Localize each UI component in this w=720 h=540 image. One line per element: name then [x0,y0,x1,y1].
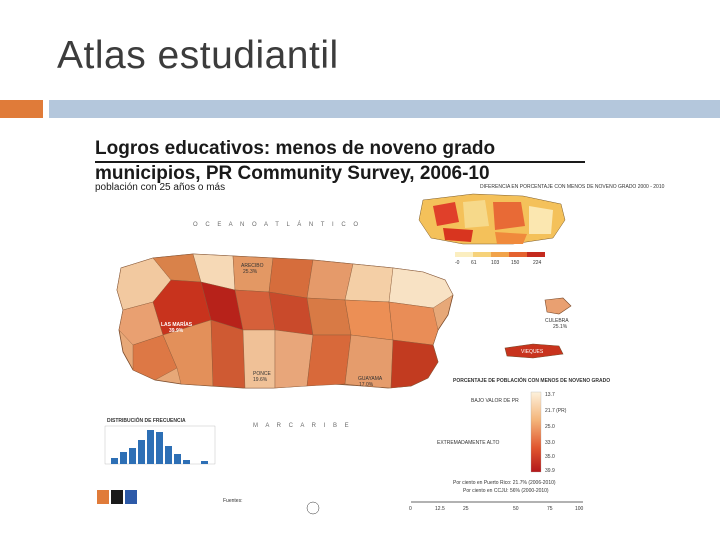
histogram-title: DISTRIBUCIÓN DE FRECUENCIA [107,418,186,424]
map-title-line1: Logros educativos: menos de noveno grado [95,138,585,163]
slide-title: Atlas estudiantil [57,34,339,77]
source-label: Fuentes: [223,498,243,504]
scale-bar [409,502,584,512]
legend-title: PORCENTAJE DE POBLACIÓN CON MENOS DE NOVENO GRADO [453,378,611,384]
pr-note: Por ciento en Puerto Rico: 21.7% (2006-2010) [453,480,556,486]
map-title-line2: municipios, PR Community Survey, 2006-10 [95,163,490,184]
logo-block-orange [97,490,109,504]
legend-value-1: 21.7 (PR) [545,408,567,414]
logo-block-black [111,490,123,504]
inset-scale-0: -0 [455,260,460,266]
scale-3: 50 [513,506,519,512]
map-graphic [93,130,665,525]
legend-low-label: BAJO VALOR DE PR [471,398,519,404]
label-ponce-value: 19.6% [253,377,268,383]
island-culebra [545,298,571,330]
map-subtitle: población con 25 años o más [95,182,226,193]
inset-scale-4: 224 [533,260,542,266]
legend-value-2: 25.0 [545,424,555,430]
legend-value-0: 13.7 [545,392,555,398]
inset-scale-2: 103 [491,260,500,266]
legend-value-3: 33.0 [545,440,555,446]
island-vieques [505,344,563,358]
label-culebra-name: CULEBRA [545,318,569,324]
inset-scale-1: 61 [471,260,477,266]
label-guayama-name: GUAYAMA [358,376,383,382]
ccju-note: Por ciento en CCJU: 56% (2000-2010) [463,488,549,494]
sea-south-label: M A R C A R I B E [253,423,352,429]
frequency-histogram [105,416,215,464]
accent-bar-orange [0,100,43,118]
label-arecibo-value: 25.3% [243,269,258,275]
scale-4: 75 [547,506,553,512]
label-las-marias-value: 39.9% [169,328,184,334]
label-culebra-value: 25.1% [553,324,568,330]
label-vieques-name: VIEQUES [521,349,544,355]
inset-title: DIFERENCIA EN PORCENTAJE CON MENOS DE NOVENO GRADO 2000 - 2010 [480,184,665,190]
inset-scale-3: 150 [511,260,520,266]
choropleth-legend [437,376,610,494]
scale-0: 0 [409,506,412,512]
atlas-map-figure [93,130,665,525]
legend-value-5: 39.9 [545,468,555,474]
scale-2: 25 [463,506,469,512]
accent-bar-blue [49,100,720,118]
inset-difference-map [419,184,665,266]
label-las-marias-name: LAS MARÍAS [161,322,193,328]
label-arecibo-name: ARECIBO [241,263,264,269]
legend-high-label: EXTREMADAMENTE ALTO [437,440,500,446]
scale-5: 100 [575,506,584,512]
scale-1: 12.5 [435,506,445,512]
sea-north-label: O C E A N O A T L Á N T I C O [193,222,362,228]
logo-block-blue [125,490,137,504]
legend-value-4: 35.0 [545,454,555,460]
label-guayama-value: 17.0% [359,382,374,388]
compass-icon [307,502,319,514]
puerto-rico-main-island [117,254,453,388]
label-ponce-name: PONCE [253,371,271,377]
